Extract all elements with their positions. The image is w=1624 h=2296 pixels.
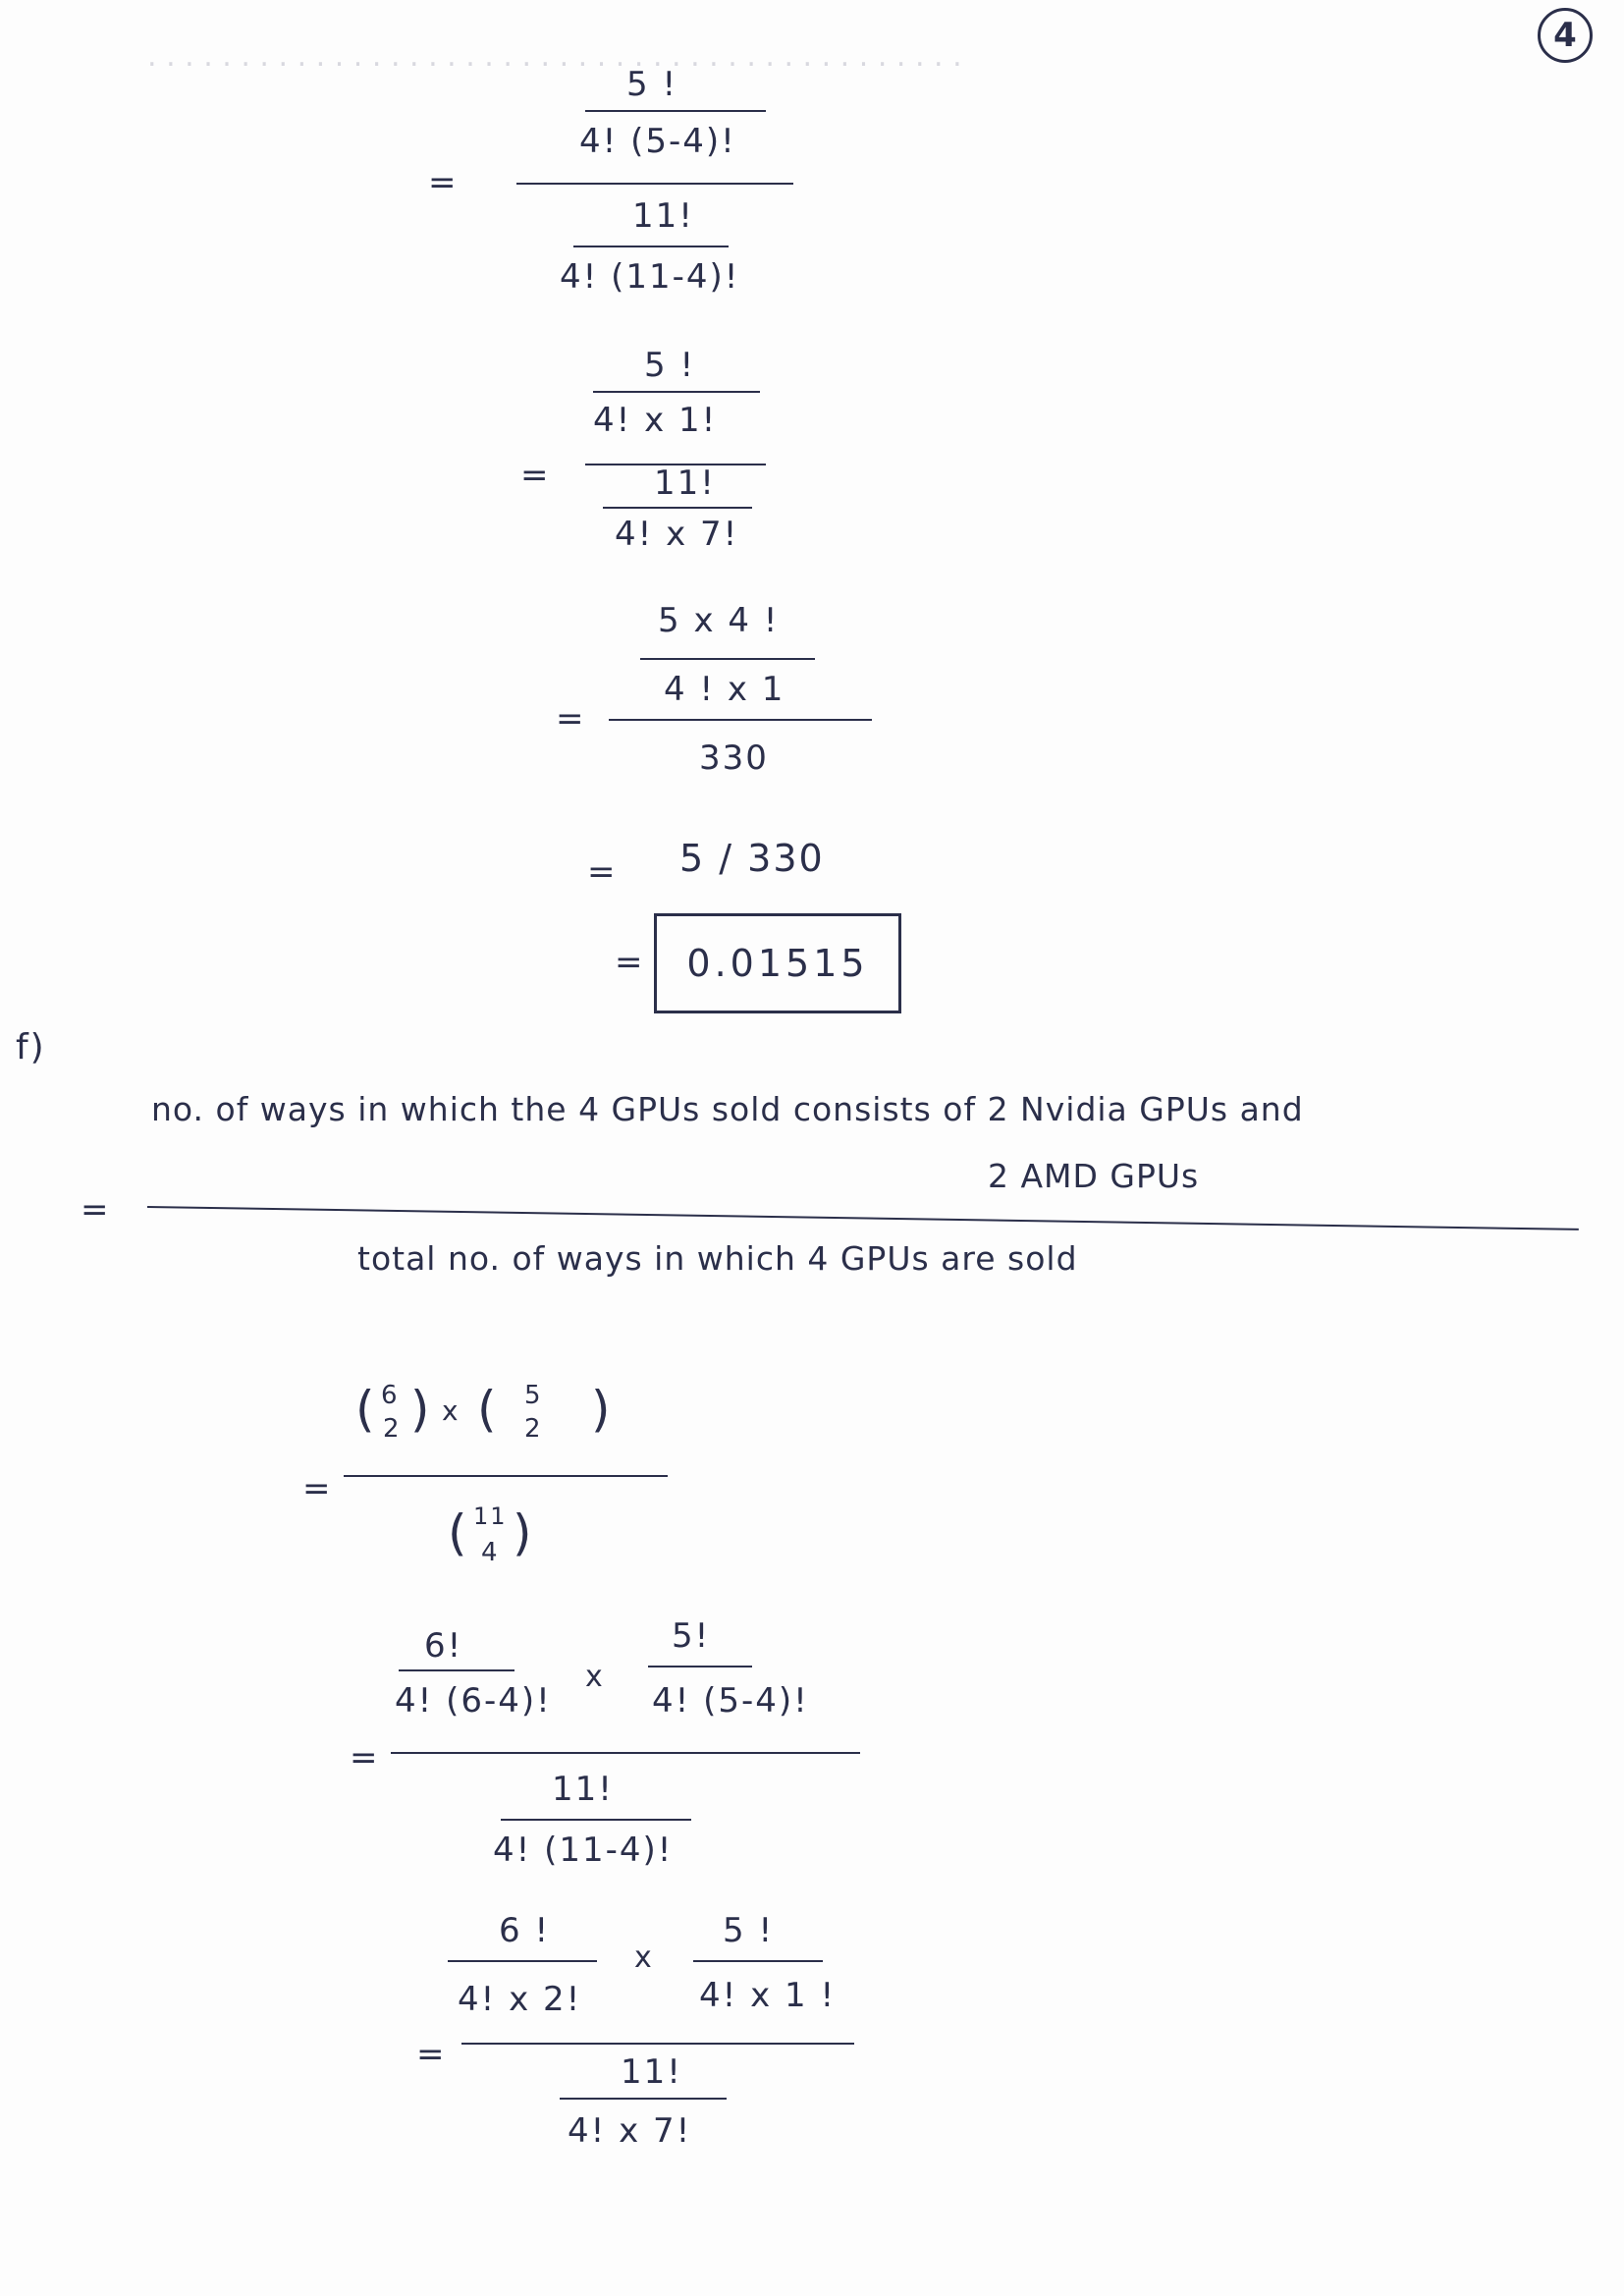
binom-equals: = bbox=[302, 1469, 333, 1508]
fact1-left-num: 6! bbox=[424, 1626, 463, 1666]
f-equals: = bbox=[81, 1190, 111, 1230]
binom-times: x bbox=[442, 1394, 460, 1427]
fact1-left-bar bbox=[399, 1669, 514, 1671]
step3-equals: = bbox=[556, 699, 586, 738]
step1-top-bar bbox=[585, 110, 766, 112]
binom-right-bot: 2 bbox=[524, 1414, 543, 1444]
step3-num: 5 x 4 ! bbox=[658, 601, 780, 640]
binom-left-open: ( bbox=[355, 1381, 377, 1438]
fact2-right-bar bbox=[693, 1960, 823, 1962]
fact2-left-den: 4! x 2! bbox=[458, 1980, 582, 2019]
bleed-through-text: . . . . . . . . . . . . . . . . . . . . . . . . . . . . . . . . . . . . . . . . . . . . bbox=[147, 39, 962, 74]
step1-bot-den: 4! (11-4)! bbox=[560, 257, 740, 297]
step2-equals: = bbox=[520, 456, 551, 495]
answer-box bbox=[654, 913, 901, 1013]
binom-left-top: 6 bbox=[381, 1381, 400, 1410]
fact2-main-bar bbox=[461, 2043, 854, 2045]
step3-mid: 4 ! x 1 bbox=[664, 670, 785, 709]
f-numerator-line1: no. of ways in which the 4 GPUs sold consists of 2 Nvidia GPUs and bbox=[151, 1090, 1304, 1128]
step4-equals: = bbox=[587, 852, 618, 892]
step1-main-bar bbox=[516, 183, 793, 185]
fact2-equals: = bbox=[416, 2035, 447, 2074]
fact1-equals: = bbox=[350, 1738, 380, 1777]
f-numerator-line2: 2 AMD GPUs bbox=[988, 1157, 1200, 1195]
fact2-bot-den: 4! x 7! bbox=[568, 2111, 692, 2151]
step1-bot-num: 11! bbox=[632, 196, 694, 236]
step2-top-bar bbox=[593, 391, 760, 393]
step2-bot-num: 11! bbox=[654, 464, 716, 503]
fact2-bot-num: 11! bbox=[621, 2052, 682, 2092]
fact1-bot-bar bbox=[501, 1819, 691, 1821]
binom-left-bot: 2 bbox=[383, 1414, 402, 1444]
binom-left-close: ) bbox=[410, 1381, 432, 1438]
fact1-right-den: 4! (5-4)! bbox=[652, 1681, 809, 1721]
fact1-right-bar bbox=[648, 1666, 752, 1667]
fact1-left-den: 4! (6-4)! bbox=[395, 1681, 552, 1721]
step1-bot-bar bbox=[573, 246, 729, 247]
fact2-left-bar bbox=[448, 1960, 597, 1962]
step2-top-den: 4! x 1! bbox=[593, 401, 718, 440]
binom-right-close: ) bbox=[591, 1381, 613, 1438]
step5-equals: = bbox=[615, 943, 645, 982]
binom-den-close: ) bbox=[513, 1504, 534, 1561]
fact1-bot-den: 4! (11-4)! bbox=[493, 1831, 674, 1870]
step3-den: 330 bbox=[699, 738, 769, 778]
binom-bar bbox=[344, 1475, 668, 1477]
binom-den-top: 11 bbox=[473, 1503, 508, 1530]
fact2-times: x bbox=[634, 1941, 654, 1975]
f-fraction-bar bbox=[147, 1206, 1579, 1230]
page-number: 4 bbox=[1538, 8, 1593, 63]
fact2-right-num: 5 ! bbox=[723, 1911, 775, 1950]
f-denominator: total no. of ways in which 4 GPUs are sold bbox=[357, 1239, 1078, 1278]
step1-equals: = bbox=[428, 163, 459, 202]
fact1-main-bar bbox=[391, 1752, 860, 1754]
step2-top-num: 5 ! bbox=[644, 346, 696, 385]
step2-bot-den: 4! x 7! bbox=[615, 515, 739, 554]
fact1-right-num: 5! bbox=[672, 1616, 711, 1656]
step1-top-den: 4! (5-4)! bbox=[579, 122, 736, 161]
step3-main-bar bbox=[609, 719, 872, 721]
binom-den-open: ( bbox=[448, 1504, 469, 1561]
section-f-label: f) bbox=[16, 1027, 46, 1067]
step1-top-num: 5 ! bbox=[626, 65, 678, 104]
fact1-bot-num: 11! bbox=[552, 1770, 614, 1809]
fact2-left-num: 6 ! bbox=[499, 1911, 551, 1950]
binom-right-open: ( bbox=[477, 1381, 499, 1438]
step4-value: 5 / 330 bbox=[679, 837, 825, 880]
binom-right-top: 5 bbox=[524, 1381, 543, 1410]
binom-den-bot: 4 bbox=[481, 1538, 500, 1567]
fact1-times: x bbox=[585, 1660, 605, 1694]
step2-bot-bar bbox=[603, 507, 752, 509]
answer-value: 0.01515 bbox=[686, 942, 869, 985]
fact2-right-den: 4! x 1 ! bbox=[699, 1976, 837, 2015]
fact2-bot-bar bbox=[560, 2098, 727, 2100]
step3-top-bar bbox=[640, 658, 815, 660]
